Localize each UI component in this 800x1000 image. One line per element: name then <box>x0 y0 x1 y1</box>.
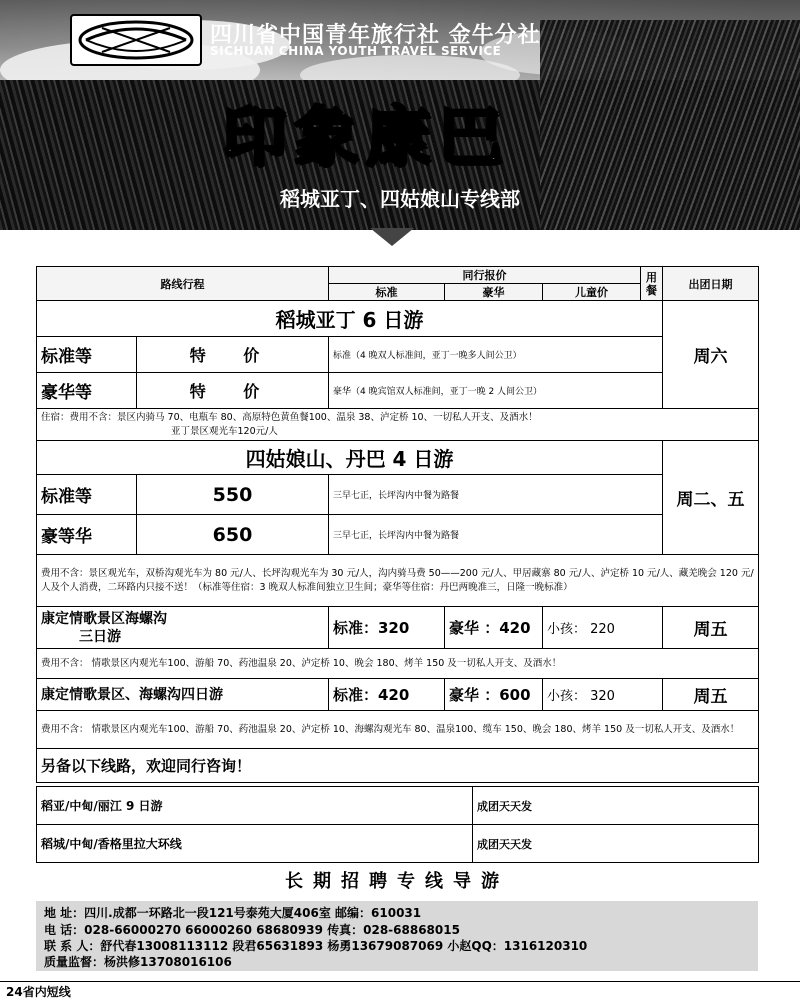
price-table <box>36 266 759 783</box>
siguniang-deluxe-row <box>37 515 759 555</box>
recruit-text: 长期招聘专线导游 <box>285 871 509 892</box>
daocheng-price-standard: 特 价 <box>137 337 329 373</box>
daocheng-note-row <box>37 409 759 441</box>
daocheng-grade-deluxe: 豪华等 <box>37 373 137 409</box>
kangding3-deluxe: 豪华 ：420 <box>445 607 543 649</box>
contact-supervision: 质量监督：杨洪修13708016106 <box>44 955 232 969</box>
other-routes-table <box>36 786 759 863</box>
banner-notch-arrow <box>370 228 414 246</box>
kangding4-name: 康定情歌景区、海螺沟四日游 <box>37 679 329 711</box>
header-standard: 标准 <box>329 284 445 301</box>
siguniang-departure-day: 周二、五 <box>663 441 759 555</box>
main-title: 印象康巴 <box>222 101 510 175</box>
daocheng-departure-day: 周六 <box>663 301 759 409</box>
daocheng-deluxe-row <box>37 373 759 409</box>
other-route-row <box>37 825 759 863</box>
kangding3-note-row <box>37 649 759 679</box>
siguniang-grade-standard: 标准等 <box>37 475 137 515</box>
kangding3-child: 小孩： 220 <box>543 607 663 649</box>
other-routes-heading: 另备以下线路，欢迎同行咨询！ <box>37 749 759 783</box>
organization-name-cn: 四川省中国青年旅行社 金牛分社 <box>210 23 541 48</box>
kangding3-departure-day: 周五 <box>663 607 759 649</box>
kangding3-name-line1: 康定情歌景区海螺沟 <box>41 610 167 627</box>
kangding4-note: 费用不含： 情歌景区内观光车100、游船 70、药池温泉 20、泸定桥 10、海螺沟观光车 80、温泉100、缆车 150、晚会 180、烤羊 150 及一切私人开支、及酒水！ <box>37 711 759 749</box>
header-deluxe: 豪华 <box>445 284 543 301</box>
contact-panel <box>36 901 758 971</box>
siguniang-desc-deluxe: 三早七正，长坪沟内中餐为路餐 <box>329 515 663 555</box>
footer-page-label: 24省内短线 <box>6 985 71 999</box>
daocheng-standard-row <box>37 337 759 373</box>
siguniang-title-row <box>37 441 759 475</box>
siguniang-title: 四姑娘山、丹巴 4 日游 <box>37 441 663 475</box>
header-meal: 用餐 <box>641 267 663 301</box>
daocheng-note-line2: 亚丁景区观光车120元/人 <box>171 425 278 437</box>
organization-name-en: SICHUAN CHINA YOUTH TRAVEL SERVICE <box>210 44 502 58</box>
other-route-schedule: 成团天天发 <box>473 825 759 863</box>
kangding3-name <box>37 607 329 649</box>
siguniang-note-row <box>37 555 759 607</box>
header-route: 路线行程 <box>37 267 329 301</box>
daocheng-desc-deluxe: 豪华（4 晚宾馆双人标准间，亚丁一晚 2 人间公卫） <box>329 373 663 409</box>
contact-people: 联 系 人：舒代春13008113112 段君65631893 杨勇13679087069 小赵QQ：1316120310 <box>44 939 588 953</box>
siguniang-grade-deluxe: 豪等华 <box>37 515 137 555</box>
daocheng-price-deluxe: 特 价 <box>137 373 329 409</box>
siguniang-price-standard: 550 <box>137 475 329 515</box>
daocheng-title: 稻城亚丁 6 日游 <box>37 301 663 337</box>
siguniang-standard-row <box>37 475 759 515</box>
header-departure: 出团日期 <box>663 267 759 301</box>
subtitle: 稻城亚丁、四姑娘山专线部 <box>280 187 520 211</box>
header-child-price: 儿童价 <box>543 284 641 301</box>
contact-phone: 电 话：028-66000270 66000260 68680939 传真：028-68868015 <box>44 923 460 937</box>
header-peer-price: 同行报价 <box>329 267 641 284</box>
other-routes-heading-row <box>37 749 759 783</box>
other-route-name: 稻亚/中甸/丽江 9 日游 <box>37 787 473 825</box>
kangding4-row <box>37 679 759 711</box>
daocheng-title-row <box>37 301 759 337</box>
daocheng-desc-standard: 标准（4 晚双人标准间，亚丁一晚多人间公卫） <box>329 337 663 373</box>
kangding4-departure-day: 周五 <box>663 679 759 711</box>
other-route-schedule: 成团天天发 <box>473 787 759 825</box>
daocheng-note <box>37 409 759 441</box>
header-banner <box>0 0 800 230</box>
kangding4-note-row <box>37 711 759 749</box>
daocheng-grade-standard: 标准等 <box>37 337 137 373</box>
kangding4-deluxe: 豪华 ：600 <box>445 679 543 711</box>
kangding3-standard: 标准：320 <box>329 607 445 649</box>
footer-divider <box>0 981 800 982</box>
kangding3-name-line2: 三日游 <box>79 628 121 645</box>
siguniang-note: 费用不含：景区观光车，双桥沟观光车为 80 元/人、长坪沟观光车为 30 元/人，沟内骑马费 50——200 元/人、甲居藏寨 80 元/人、泸定桥 10 元/人、藏羌晚会 120 元/人及个人消费，二环路内只接不送！（标准等住宿：3 晚双人标准间独立卫生间；豪华等住宿：丹巴两晚准三，日隆一晚标准） <box>37 555 759 607</box>
contact-address: 地 址：四川.成都一环路北一段121号泰苑大厦406室 邮编：610031 <box>44 906 422 920</box>
recruit-banner <box>36 864 758 896</box>
cyts-logo <box>70 14 202 66</box>
siguniang-desc-standard: 三早七正，长坪沟内中餐为路餐 <box>329 475 663 515</box>
table-header-row <box>37 267 759 284</box>
siguniang-price-deluxe: 650 <box>137 515 329 555</box>
kangding4-standard: 标准：420 <box>329 679 445 711</box>
cyts-logo-icon <box>72 16 200 64</box>
other-route-name: 稻城/中甸/香格里拉大环线 <box>37 825 473 863</box>
kangding3-note: 费用不含： 情歌景区内观光车100、游船 70、药池温泉 20、泸定桥 10、晚会 180、烤羊 150 及一切私人开支、及酒水！ <box>37 649 759 679</box>
kangding4-child: 小孩： 320 <box>543 679 663 711</box>
daocheng-note-line1: 住宿：费用不含：景区内骑马 70、电瓶车 80、高原特色黄鱼餐100、温泉 38、泸定桥 10、一切私人开支、及酒水！ <box>41 411 538 423</box>
kangding3-row <box>37 607 759 649</box>
other-route-row <box>37 787 759 825</box>
